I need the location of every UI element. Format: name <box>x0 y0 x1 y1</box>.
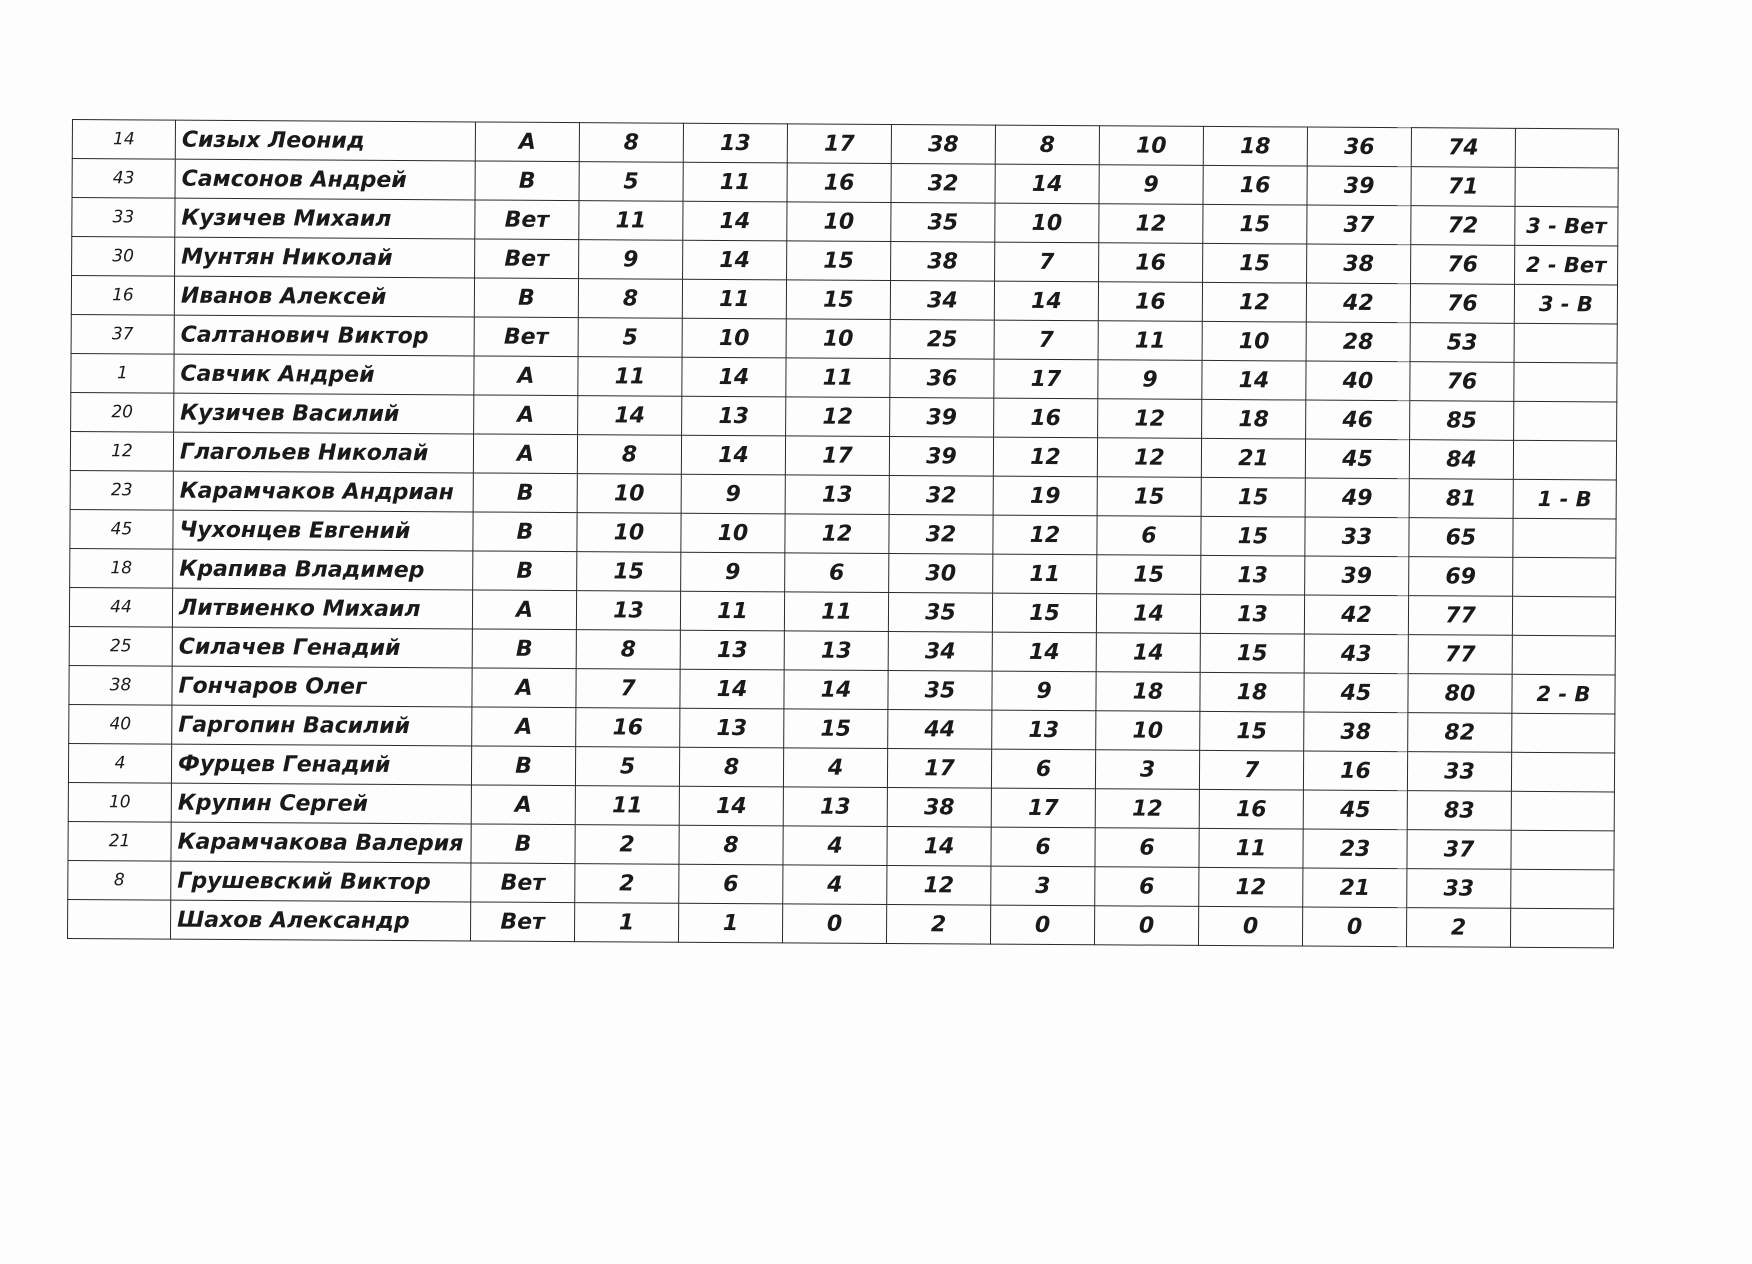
participant-number: 40 <box>69 704 172 744</box>
score-cell: 8 <box>578 279 682 319</box>
place-cell <box>1515 167 1618 207</box>
score-cell: 13 <box>1201 555 1305 595</box>
score-cell: 6 <box>991 827 1095 867</box>
score-cell: 15 <box>1200 633 1304 673</box>
score-cell: 12 <box>1097 438 1201 478</box>
participant-name: Кузичев Михаил <box>175 198 475 239</box>
score-cell: 13 <box>680 708 784 748</box>
place-cell <box>1510 908 1613 948</box>
score-cell: 43 <box>1304 634 1408 674</box>
score-cell: 69 <box>1409 557 1513 597</box>
score-cell: 21 <box>1201 438 1305 478</box>
score-cell: 15 <box>992 593 1096 633</box>
score-cell: 12 <box>993 437 1097 477</box>
place-cell <box>1515 128 1618 168</box>
participant-name: Карамчаков Андриан <box>173 471 473 512</box>
score-cell: 21 <box>1303 868 1407 908</box>
score-cell: 7 <box>994 320 1098 360</box>
participant-group: В <box>473 512 577 552</box>
score-cell: 39 <box>889 437 993 477</box>
score-cell: 0 <box>782 904 886 944</box>
score-cell: 1 <box>574 903 678 943</box>
participant-name: Крапива Владимер <box>173 549 473 590</box>
participant-number: 1 <box>71 353 174 393</box>
place-cell: 3 - В <box>1514 284 1617 324</box>
participant-name: Гаргопин Василий <box>172 705 472 746</box>
score-cell: 14 <box>887 826 991 866</box>
score-cell: 19 <box>993 476 1097 516</box>
score-cell: 5 <box>578 318 682 358</box>
score-cell: 32 <box>889 514 993 554</box>
participant-number: 30 <box>72 237 175 277</box>
participant-group: Вет <box>475 239 579 279</box>
score-cell: 10 <box>1202 321 1306 361</box>
score-cell: 35 <box>888 670 992 710</box>
participant-name: Карамчакова Валерия <box>171 822 471 863</box>
score-cell: 36 <box>1307 127 1411 167</box>
score-cell: 15 <box>1203 204 1307 244</box>
participant-group: В <box>475 161 579 201</box>
participant-number: 21 <box>68 821 171 861</box>
score-cell: 14 <box>679 786 783 826</box>
participant-name: Фурцев Генадий <box>171 744 471 785</box>
score-cell: 2 <box>1406 908 1510 948</box>
score-cell: 82 <box>1408 713 1512 753</box>
score-cell: 7 <box>995 242 1099 282</box>
score-cell: 18 <box>1202 399 1306 439</box>
place-cell <box>1514 401 1617 441</box>
score-cell: 13 <box>783 787 887 827</box>
score-cell: 15 <box>787 241 891 281</box>
score-cell: 13 <box>785 475 889 515</box>
score-cell: 14 <box>681 435 785 475</box>
score-cell: 14 <box>784 670 888 710</box>
participant-number: 16 <box>71 276 174 316</box>
score-cell: 39 <box>1305 556 1409 596</box>
participant-number: 8 <box>68 860 171 900</box>
score-cell: 77 <box>1408 596 1512 636</box>
score-cell: 33 <box>1407 752 1511 792</box>
score-cell: 38 <box>1307 244 1411 284</box>
score-cell: 3 <box>991 866 1095 906</box>
score-cell: 4 <box>783 748 887 788</box>
place-cell <box>1514 323 1617 363</box>
score-cell: 11 <box>579 201 683 241</box>
place-cell <box>1513 518 1616 558</box>
place-cell <box>1511 869 1614 909</box>
participant-group: А <box>472 707 576 747</box>
score-cell: 49 <box>1305 478 1409 518</box>
score-cell: 14 <box>680 669 784 709</box>
score-cell: 8 <box>576 630 680 670</box>
score-cell: 2 <box>575 864 679 904</box>
score-cell: 85 <box>1410 401 1514 441</box>
score-cell: 16 <box>576 708 680 748</box>
score-cell: 39 <box>1307 166 1411 206</box>
score-cell: 83 <box>1407 791 1511 831</box>
participant-number: 25 <box>69 626 172 666</box>
score-cell: 38 <box>1304 712 1408 752</box>
score-cell: 17 <box>785 436 889 476</box>
score-cell: 34 <box>888 631 992 671</box>
score-cell: 12 <box>1095 789 1199 829</box>
participant-group: А <box>472 590 576 630</box>
participant-number: 18 <box>70 548 173 588</box>
score-cell: 15 <box>1200 711 1304 751</box>
participant-name: Крупин Сергей <box>171 783 471 824</box>
score-cell: 42 <box>1306 283 1410 323</box>
place-cell <box>1513 557 1616 597</box>
participant-name: Самсонов Андрей <box>175 159 475 200</box>
score-cell: 35 <box>891 203 995 243</box>
participant-name: Мунтян Николай <box>175 237 475 278</box>
score-cell: 45 <box>1303 790 1407 830</box>
participant-group: А <box>475 122 579 162</box>
score-cell: 17 <box>787 124 891 164</box>
score-cell: 76 <box>1410 284 1514 324</box>
score-cell: 10 <box>577 513 681 553</box>
score-cell: 15 <box>1201 516 1305 556</box>
score-cell: 6 <box>1095 828 1199 868</box>
score-cell: 8 <box>679 747 783 787</box>
score-cell: 32 <box>889 475 993 515</box>
score-cell: 81 <box>1409 479 1513 519</box>
score-cell: 0 <box>1302 907 1406 947</box>
score-cell: 2 <box>575 825 679 865</box>
participant-name: Сизых Леонид <box>175 120 475 161</box>
participant-number: 33 <box>72 198 175 238</box>
participant-number: 38 <box>69 665 172 705</box>
place-cell: 2 - В <box>1512 674 1615 714</box>
score-cell: 10 <box>1099 126 1203 166</box>
score-cell: 36 <box>890 359 994 399</box>
score-cell: 9 <box>579 240 683 280</box>
participant-number: 10 <box>68 782 171 822</box>
score-cell: 11 <box>578 357 682 397</box>
place-cell: 3 - Вет <box>1515 206 1618 246</box>
score-cell: 25 <box>890 320 994 360</box>
score-cell: 14 <box>994 281 1098 321</box>
participant-group: В <box>474 278 578 318</box>
score-cell: 8 <box>679 825 783 865</box>
place-cell <box>1512 596 1615 636</box>
place-cell <box>1514 362 1617 402</box>
score-cell: 16 <box>994 398 1098 438</box>
participant-name: Савчик Андрей <box>174 354 474 395</box>
score-cell: 5 <box>575 747 679 787</box>
score-cell: 9 <box>1099 165 1203 205</box>
participant-group: А <box>471 785 575 825</box>
participant-number: 45 <box>70 509 173 549</box>
score-cell: 15 <box>1203 243 1307 283</box>
score-cell: 12 <box>1202 282 1306 322</box>
score-cell: 14 <box>578 396 682 436</box>
place-cell <box>1511 791 1614 831</box>
score-cell: 3 <box>1095 750 1199 790</box>
participant-number: 14 <box>72 120 175 160</box>
score-cell: 44 <box>888 709 992 749</box>
participant-group: В <box>471 746 575 786</box>
score-cell: 12 <box>786 397 890 437</box>
place-cell <box>1511 752 1614 792</box>
participant-group: Вет <box>474 317 578 357</box>
score-cell: 30 <box>889 553 993 593</box>
score-cell: 16 <box>1099 243 1203 283</box>
score-cell: 9 <box>992 671 1096 711</box>
score-cell: 53 <box>1410 323 1514 363</box>
participant-name: Глагольев Николай <box>173 432 473 473</box>
score-cell: 12 <box>993 515 1097 555</box>
score-cell: 13 <box>683 123 787 163</box>
score-cell: 10 <box>787 202 891 242</box>
score-cell: 12 <box>1098 399 1202 439</box>
score-cell: 13 <box>680 630 784 670</box>
participant-group: А <box>473 434 577 474</box>
score-cell: 28 <box>1306 322 1410 362</box>
participant-group: В <box>471 824 575 864</box>
score-cell: 4 <box>783 826 887 866</box>
score-cell: 0 <box>990 905 1094 945</box>
score-cell: 11 <box>1098 321 1202 361</box>
participant-group: Вет <box>475 200 579 240</box>
score-cell: 0 <box>1198 906 1302 946</box>
place-cell <box>1511 830 1614 870</box>
score-cell: 45 <box>1304 673 1408 713</box>
participant-name: Гончаров Олег <box>172 666 472 707</box>
score-cell: 14 <box>1096 633 1200 673</box>
score-cell: 18 <box>1200 672 1304 712</box>
score-cell: 18 <box>1203 126 1307 166</box>
score-cell: 17 <box>887 748 991 788</box>
score-cell: 16 <box>787 163 891 203</box>
place-cell <box>1512 713 1615 753</box>
score-cell: 0 <box>1094 906 1198 946</box>
participant-group: В <box>472 629 576 669</box>
score-cell: 37 <box>1307 205 1411 245</box>
score-cell: 6 <box>1097 516 1201 556</box>
participant-number: 44 <box>69 587 172 627</box>
score-cell: 10 <box>681 513 785 553</box>
score-cell: 16 <box>1303 751 1407 791</box>
score-cell: 6 <box>785 553 889 593</box>
results-table <box>67 119 1619 948</box>
score-cell: 15 <box>784 709 888 749</box>
score-cell: 34 <box>890 281 994 321</box>
score-cell: 13 <box>992 710 1096 750</box>
place-cell: 2 - Вет <box>1515 245 1618 285</box>
participant-name: Кузичев Василий <box>174 393 474 434</box>
place-cell <box>1512 635 1615 675</box>
score-cell: 14 <box>682 357 786 397</box>
score-cell: 14 <box>683 240 787 280</box>
score-cell: 77 <box>1408 635 1512 675</box>
score-cell: 15 <box>1097 477 1201 517</box>
participant-group: А <box>474 356 578 396</box>
participant-name: Салтанович Виктор <box>174 315 474 356</box>
participant-number: 20 <box>71 392 174 432</box>
results-table-body <box>67 120 1618 948</box>
score-cell: 15 <box>577 552 681 592</box>
score-cell: 15 <box>1097 555 1201 595</box>
score-cell: 7 <box>1199 750 1303 790</box>
participant-number: 37 <box>71 314 174 354</box>
score-cell: 13 <box>784 631 888 671</box>
place-cell <box>1513 440 1616 480</box>
participant-name: Грушевский Виктор <box>171 861 471 902</box>
score-cell: 14 <box>1096 594 1200 634</box>
participant-name: Шахов Александр <box>170 900 470 941</box>
score-cell: 17 <box>994 359 1098 399</box>
score-cell: 14 <box>992 632 1096 672</box>
score-cell: 11 <box>1199 828 1303 868</box>
score-cell: 16 <box>1203 165 1307 205</box>
score-cell: 16 <box>1098 282 1202 322</box>
score-cell: 23 <box>1303 829 1407 869</box>
score-cell: 6 <box>1095 867 1199 907</box>
score-cell: 33 <box>1305 517 1409 557</box>
score-cell: 71 <box>1411 167 1515 207</box>
participant-group: Вет <box>471 863 575 903</box>
score-cell: 2 <box>886 904 990 944</box>
score-cell: 74 <box>1411 128 1515 168</box>
score-cell: 72 <box>1411 206 1515 246</box>
score-cell: 13 <box>1200 594 1304 634</box>
score-cell: 39 <box>890 398 994 438</box>
score-cell: 9 <box>1098 360 1202 400</box>
participant-name: Иванов Алексей <box>174 276 474 317</box>
score-cell: 11 <box>784 592 888 632</box>
participant-number: 12 <box>70 431 173 471</box>
score-cell: 76 <box>1410 362 1514 402</box>
score-cell: 1 <box>678 903 782 943</box>
score-cell: 13 <box>576 591 680 631</box>
score-cell: 12 <box>1199 867 1303 907</box>
score-cell: 7 <box>576 669 680 709</box>
score-cell: 11 <box>680 591 784 631</box>
score-cell: 13 <box>682 396 786 436</box>
score-cell: 8 <box>995 125 1099 165</box>
table-row <box>67 899 1613 947</box>
score-cell: 65 <box>1409 518 1513 558</box>
score-cell: 11 <box>682 279 786 319</box>
score-cell: 11 <box>683 162 787 202</box>
score-cell: 15 <box>1201 477 1305 517</box>
participant-number: 43 <box>72 159 175 199</box>
participant-name: Силачев Генадий <box>172 627 472 668</box>
score-cell: 18 <box>1096 672 1200 712</box>
score-cell: 10 <box>1096 711 1200 751</box>
participant-group: А <box>472 668 576 708</box>
score-cell: 8 <box>577 435 681 475</box>
score-cell: 14 <box>1202 360 1306 400</box>
place-cell: 1 - В <box>1513 479 1616 519</box>
participant-group: А <box>474 395 578 435</box>
participant-name: Литвиенко Михаил <box>172 588 472 629</box>
score-cell: 16 <box>1199 789 1303 829</box>
score-cell: 4 <box>783 865 887 905</box>
score-cell: 38 <box>891 242 995 282</box>
score-cell: 11 <box>993 554 1097 594</box>
score-cell: 6 <box>679 864 783 904</box>
score-cell: 10 <box>577 474 681 514</box>
score-cell: 42 <box>1304 595 1408 635</box>
score-cell: 6 <box>991 749 1095 789</box>
participant-name: Чухонцев Евгений <box>173 510 473 551</box>
score-cell: 80 <box>1408 674 1512 714</box>
score-cell: 9 <box>681 474 785 514</box>
score-cell: 46 <box>1306 400 1410 440</box>
score-cell: 11 <box>575 786 679 826</box>
score-cell: 12 <box>785 514 889 554</box>
participant-group: В <box>473 551 577 591</box>
score-cell: 14 <box>683 201 787 241</box>
score-cell: 33 <box>1407 869 1511 909</box>
score-cell: 84 <box>1409 440 1513 480</box>
score-cell: 17 <box>991 788 1095 828</box>
score-cell: 8 <box>579 123 683 163</box>
score-cell: 11 <box>786 358 890 398</box>
score-cell: 5 <box>579 162 683 202</box>
score-cell: 12 <box>1099 204 1203 244</box>
score-cell: 35 <box>888 592 992 632</box>
participant-number: 4 <box>68 743 171 783</box>
score-cell: 76 <box>1411 245 1515 285</box>
score-cell: 12 <box>887 865 991 905</box>
score-cell: 40 <box>1306 361 1410 401</box>
score-cell: 32 <box>891 164 995 204</box>
score-cell: 14 <box>995 164 1099 204</box>
score-cell: 38 <box>891 125 995 165</box>
score-cell: 10 <box>786 319 890 359</box>
participant-group: В <box>473 473 577 513</box>
participant-number <box>67 899 170 939</box>
score-cell: 15 <box>786 280 890 320</box>
participant-number: 23 <box>70 470 173 510</box>
participant-group: Вет <box>470 902 574 942</box>
score-cell: 38 <box>887 787 991 827</box>
score-cell: 9 <box>681 552 785 592</box>
score-cell: 45 <box>1305 439 1409 479</box>
score-cell: 37 <box>1407 830 1511 870</box>
score-cell: 10 <box>995 203 1099 243</box>
score-cell: 10 <box>682 318 786 358</box>
